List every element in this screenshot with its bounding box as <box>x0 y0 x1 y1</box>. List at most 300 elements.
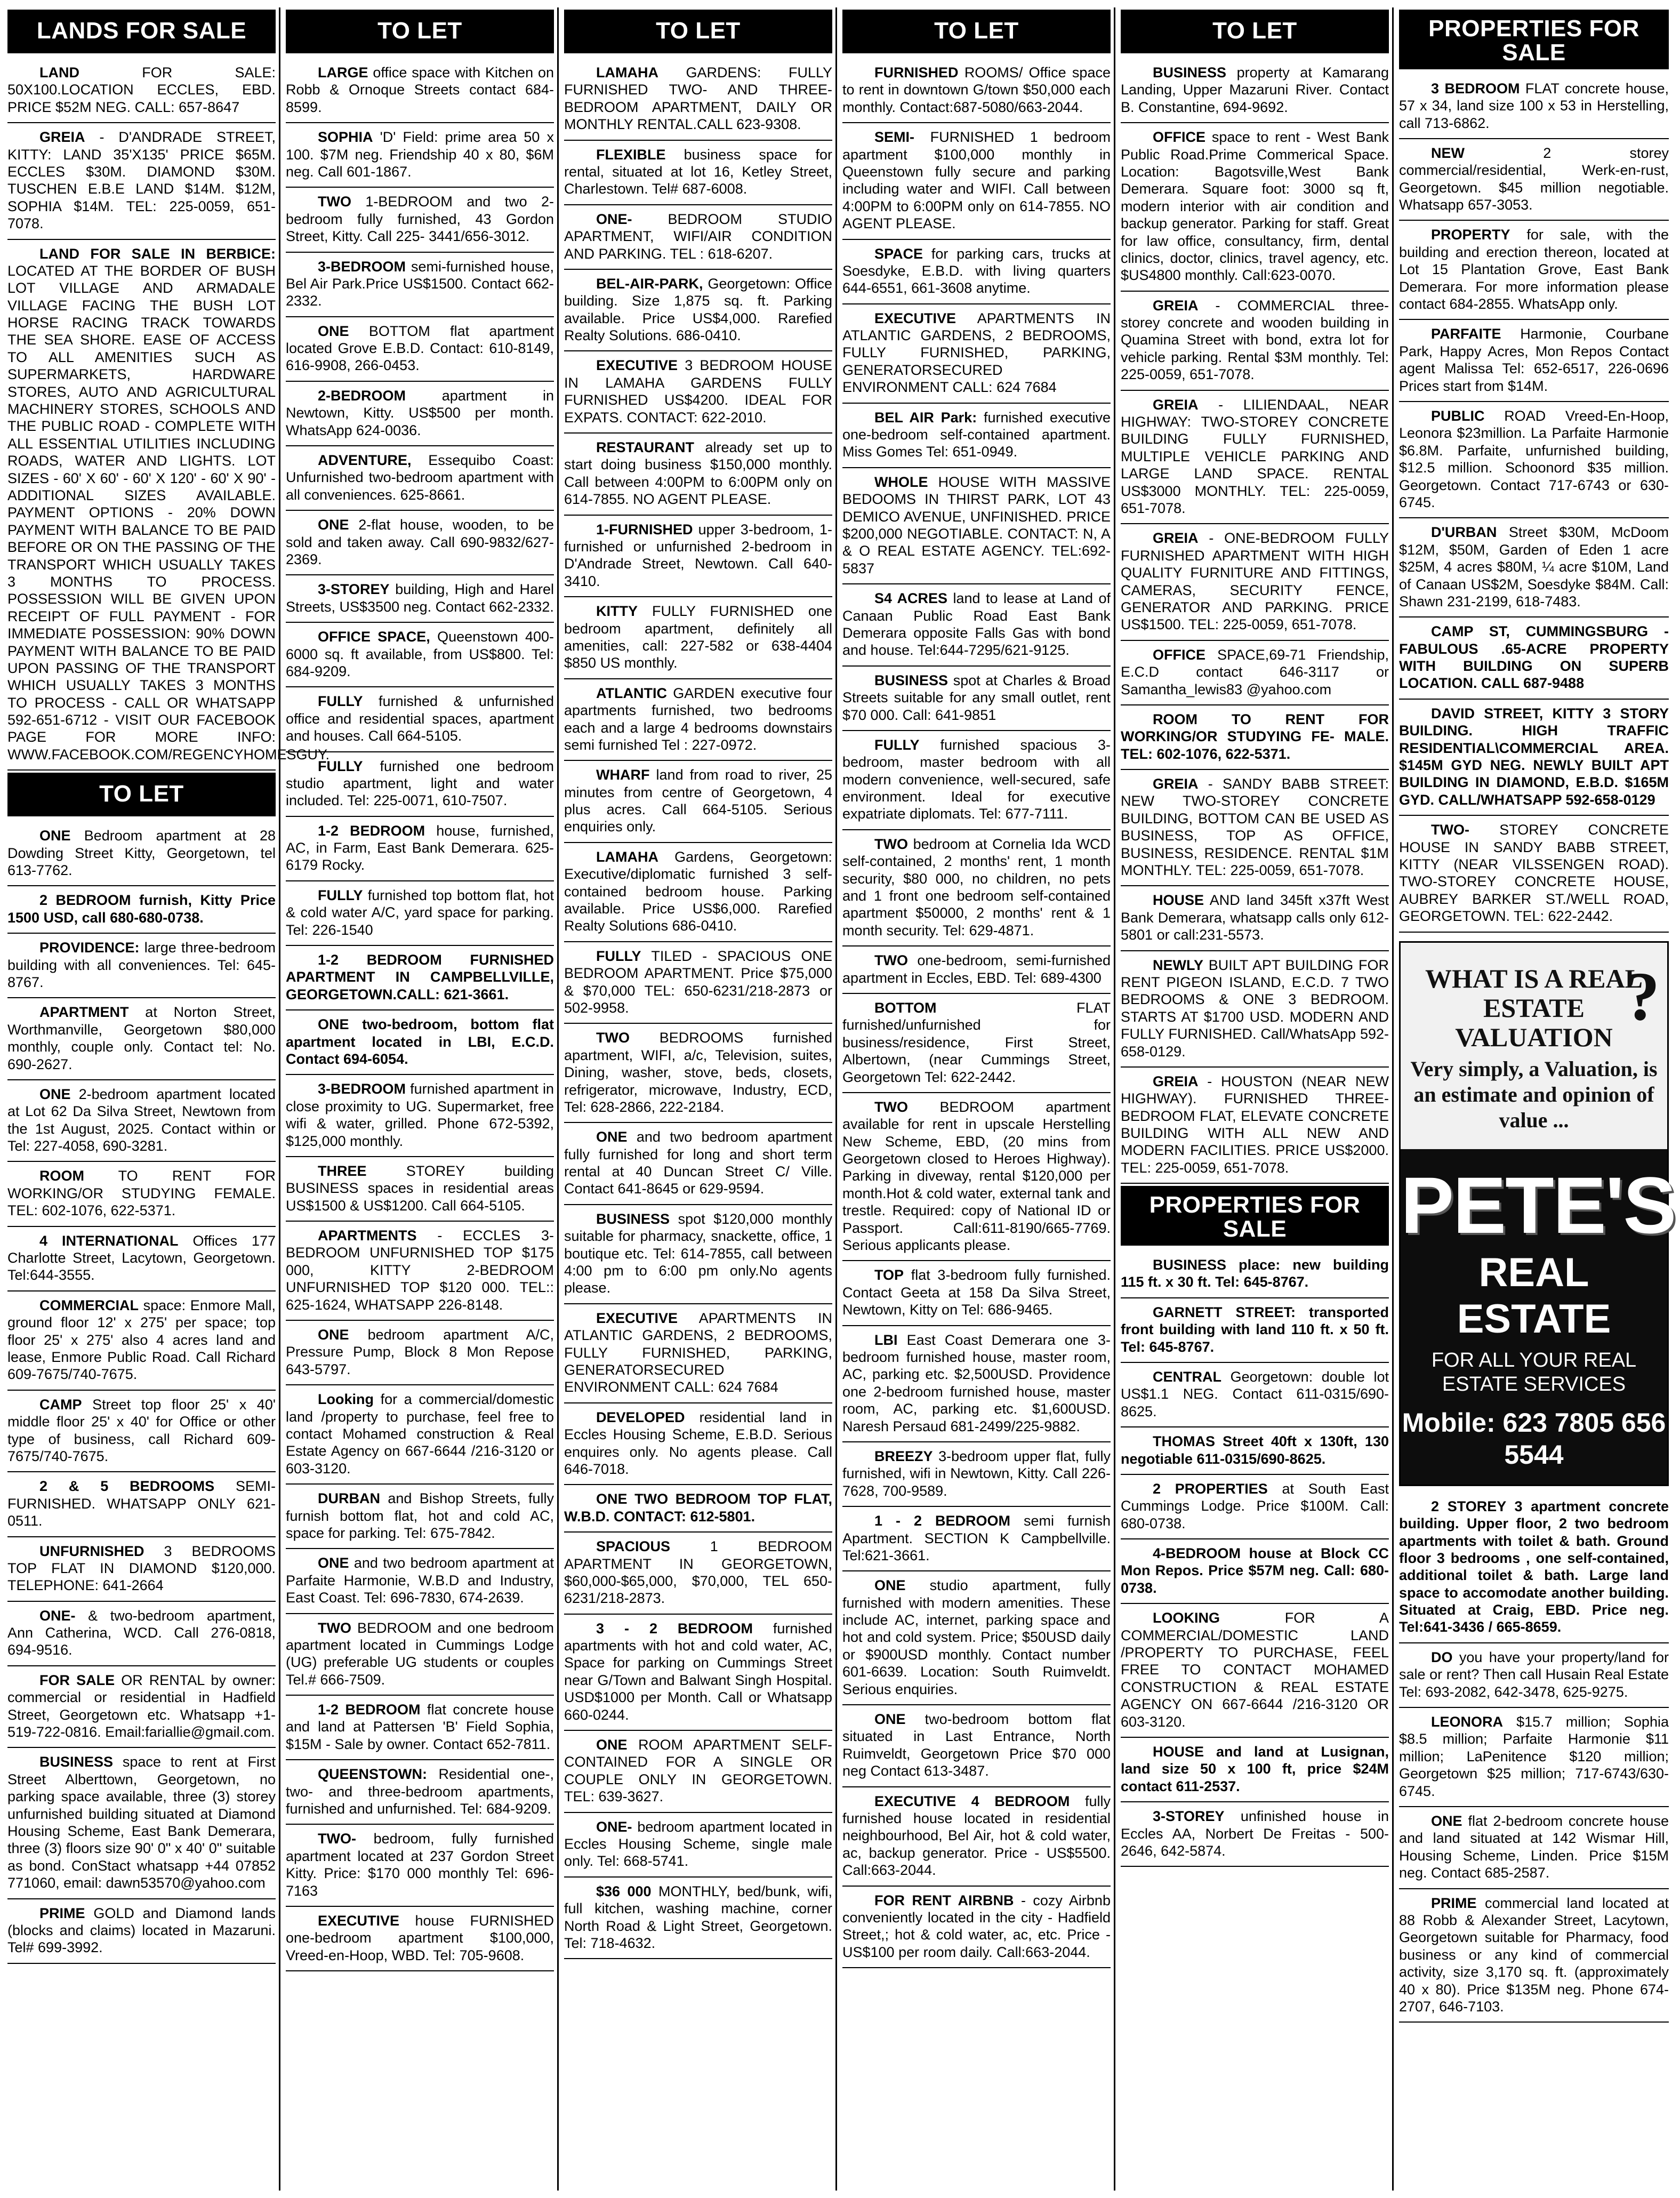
ad-lead: BEL-AIR-PARK, <box>596 275 703 292</box>
ad-lead: ROOM TO RENT FOR WORKING/OR STUDYING FE- <box>1121 711 1389 745</box>
classified-ad <box>1121 705 1389 770</box>
ad-lead: FULLY <box>596 948 641 964</box>
ad-lead: PRIME <box>39 1905 85 1921</box>
ad-lead: FLEXIBLE <box>596 146 666 163</box>
classified-ad <box>7 1391 276 1473</box>
section-header: TO LET <box>1121 10 1389 53</box>
ad-text: Georgetown: double lot US$1.1 NEG. Contact 611-0315/690-8625. <box>1121 1368 1389 1419</box>
ad-lead: ONE- <box>596 211 632 227</box>
classified-ad <box>564 1533 832 1615</box>
classified-ad <box>842 584 1111 667</box>
promo-question-panel <box>1401 943 1667 1149</box>
classified-ad <box>842 946 1111 994</box>
classified-ad <box>564 1813 832 1878</box>
classified-ad <box>286 1760 554 1825</box>
ad-text: furnished apartment in close proximity to UG. Supermarket, free wifi & water, grilled. Phone 672-5392, $125,000 monthly. <box>286 1081 554 1149</box>
classified-ad <box>564 205 832 270</box>
ad-text: OR RENTAL by owner: commercial or residential in Hadfield Street, Georgetown etc. Whatsapp +1-519-722-0816. Email:fariallie@gmail.com. <box>7 1672 276 1740</box>
ad-lead: LAND <box>39 65 79 81</box>
classified-ad <box>1121 524 1389 640</box>
ad-lead: LARGE <box>318 65 368 81</box>
ad-lead: BUSINESS <box>39 1754 114 1770</box>
ad-text: BOTTOM flat apartment located Grove E.B.D. Contact: 610-8149, 616-9908, 266-0453. <box>286 323 554 374</box>
classified-ad <box>7 1899 276 1964</box>
ad-lead: ONE <box>596 1129 628 1145</box>
ad-text: Street $30M, McDoom $12M, $50M, Garden of Eden 1 acre $25M, 4 acres $80M, ¼ acre $10M, Land of Canaan US$2M, Soesdyke $84M. Call: Shawn 231-2199, 618-7483. <box>1399 524 1669 609</box>
promo-tagline: FOR ALL YOUR REAL ESTATE SERVICES <box>1431 1349 1637 1396</box>
ad-text: located in LBI, E.C.D. Contact 694-6054. <box>286 1033 554 1067</box>
classified-ad <box>7 998 276 1080</box>
ad-text: furnished & unfurnished office and residential spaces, apartment and houses. Call 664-5105. <box>286 693 554 744</box>
classified-ad <box>564 761 832 843</box>
classified-ad <box>564 942 832 1024</box>
ad-lead: FULLY <box>318 887 363 903</box>
ad-text: building 115 ft. x 30 ft. Tel: 645-8767. <box>1121 1257 1389 1290</box>
ad-text: building, High and Harel Streets, US$3500 neg. Contact 662-2332. <box>286 581 554 615</box>
ad-lead: PARFAITE <box>1431 326 1501 342</box>
ad-lead: SOPHIA <box>318 129 373 146</box>
classified-ad <box>1121 391 1389 525</box>
ad-text: house, furnished, AC, in Farm, East Bank Demerara. 625-6179 Rocky. <box>286 822 554 873</box>
classified-ad <box>1121 886 1389 951</box>
ad-lead: S4 ACRES <box>874 590 947 607</box>
ad-text: SPACE,69-71 Friendship, E.C.D contact 646-3117 or Samantha_lewis83 @yahoo.com <box>1121 646 1389 697</box>
ad-lead: DEVELOPED <box>596 1409 685 1425</box>
classified-ad <box>1399 75 1669 139</box>
classified-ad <box>286 1614 554 1696</box>
classified-ad <box>842 1787 1111 1887</box>
classified-ad <box>286 1385 554 1485</box>
ad-lead: 1-2 BEDROOM <box>318 952 442 968</box>
classified-ad <box>1399 139 1669 221</box>
ad-lead: SPACE <box>874 245 923 262</box>
ad-lead: PROVIDENCE: <box>39 940 140 956</box>
section-header: TO LET <box>286 10 554 53</box>
ad-text: Block CC Mon Repos. Price $57M neg. Call: 680-0738. <box>1121 1545 1389 1596</box>
ad-text: upper 3-bedroom, 1-furnished or unfurnished 2-bedroom in D'Andrade Street, Newtown. Call 640-3410. <box>564 521 832 589</box>
classified-ad <box>842 667 1111 731</box>
ad-lead: TWO <box>318 1619 351 1636</box>
ad-text: $15.7 million; Sophia $8.5 million; Parfaite Harmonie $11 million; LaPenitence $120 million; Georgetown $25 million; 717-6743/630-6745. <box>1399 1714 1669 1799</box>
classified-ad <box>564 843 832 942</box>
ad-text: 2-bedroom apartment located at Lot 62 Da Silva Street, Newtown from the 1st August, 2025. Contact within or Tel: 227-4058, 690-3281. <box>7 1086 276 1154</box>
ad-lead: BUSINESS place: new <box>1153 1257 1321 1273</box>
classified-ad <box>286 511 554 575</box>
classified-ad <box>564 270 832 352</box>
ad-text: commercial land located at 88 Robb & Alexander Street, Lacytown, Georgetown suitable for Pharmacy, food business or any kind of commercial activity, size 3,170 sq. ft. (approximately 40 x 80). Price $135M neg. Phone 674-2707, 646-7103. <box>1399 1895 1669 2015</box>
ad-lead: COMMERCIAL <box>39 1297 139 1313</box>
ad-text: at South East Cummings Lodge. Price $100M. Call: 680-0738. <box>1121 1480 1389 1531</box>
question-mark-icon: ? <box>1625 958 1660 1035</box>
ad-text: Street top floor 25' x 40' middle floor 25' x 40' for Office or other type of business, call Richard 609-7675/740-7675. <box>7 1396 276 1464</box>
ad-lead: APARTMENTS <box>318 1228 417 1244</box>
classified-ad <box>564 59 832 141</box>
ad-text: Harmonie, Courbane Park, Happy Acres, Mon Repos Contact agent Malissa Tel: 652-6517, 226-0696 Prices start from $14M. <box>1399 326 1669 394</box>
ad-lead: ONE- <box>596 1818 632 1835</box>
ad-lead: FULLY <box>318 758 363 774</box>
ad-text: - COMMERCIAL three-storey concrete and wooden building in Quamina Street with bond, extra lot for vehicle parking. Rental $3M monthly. Tel: 225-0059, 651-7078. <box>1121 297 1389 383</box>
ad-lead: 2 STOREY 3 apartment <box>1431 1498 1601 1514</box>
ad-text: ROOMS/ Office space to rent in downtown G/town $50,000 each monthly. Contact:687-5080/663-2044. <box>842 65 1111 115</box>
ad-lead: TWO <box>596 1030 630 1046</box>
ad-text: FOR SALE: 50X100.LOCATION ECCLES, EBD. PRICE $52M NEG. CALL: 657-8647 <box>7 65 276 115</box>
ad-lead: RESTAURANT <box>596 439 694 456</box>
classified-ad <box>1121 1475 1389 1539</box>
ad-text: 1 BEDROOM APARTMENT IN GEORGETOWN, $60,000-$65,000, $70,000, TEL 650-6231/218-2873. <box>564 1538 832 1607</box>
classified-ad <box>1399 402 1669 518</box>
ad-lead: SEMI- <box>874 129 915 146</box>
ad-text: BUILT APT BUILDING FOR RENT PIGEON ISLAND, E.C.D. 7 TWO BEDROOMS & ONE 3 BEDROOM. STARTS AT $1700 USD. MODERN AND FULLY FURNISHED. Call/WhatsApp 592-658-0129. <box>1121 957 1389 1060</box>
classified-ad <box>7 1472 276 1537</box>
classified-ad <box>564 516 832 598</box>
ad-lead: GREIA <box>1153 297 1199 314</box>
classified-ad <box>842 1507 1111 1571</box>
ad-text: SEMI-FURNISHED. WHATSAPP ONLY 621-0511. <box>7 1478 276 1529</box>
ad-lead: GREIA <box>1153 396 1199 413</box>
ad-lead: BUSINESS <box>1153 65 1227 81</box>
ad-lead: ONE <box>318 1327 349 1343</box>
classified-ad <box>1121 1802 1389 1867</box>
ad-lead: SPACIOUS <box>596 1538 671 1555</box>
classified-ad <box>286 1696 554 1760</box>
classified-ad <box>1399 320 1669 402</box>
ad-lead: ONE- <box>39 1607 76 1624</box>
ad-lead: LAND FOR SALE IN BERBICE: <box>39 245 276 262</box>
ad-text: bedroom, fully furnished apartment located at 237 Gordon Street Kitty. Price: $170 000 monthly Tel: 696-7163 <box>286 1831 554 1899</box>
classified-ad <box>842 994 1111 1093</box>
ad-text: APARTMENTS IN ATLANTIC GARDENS, 2 BEDROOMS, FULLY FURNISHED, PARKING, GENERATORSECURED ENVIRONMENT CALL: 624 7684 <box>842 310 1111 396</box>
ad-lead: 2 BEDROOM furnish, <box>39 892 192 909</box>
classified-ad <box>286 1222 554 1321</box>
classified-ad <box>286 1010 554 1075</box>
ad-text: STOREY building BUSINESS spaces in residential areas US$1500 & US$1200. Call 664-5105. <box>286 1162 554 1214</box>
ad-lead: FOR RENT AIRBNB <box>874 1892 1014 1908</box>
ad-text: 2 storey commercial/residential, Werk-en-rust, Georgetown. $45 million negotiable. Whatsapp 657-3053. <box>1399 145 1669 213</box>
classified-ad <box>1121 292 1389 391</box>
column-5 <box>1121 7 1394 2191</box>
classified-ad <box>286 188 554 252</box>
classified-ad <box>286 881 554 946</box>
ad-lead: 3-STOREY <box>318 581 390 598</box>
ad-lead: FURNISHED <box>874 65 959 81</box>
classified-ad <box>7 886 276 934</box>
ad-text: 3-bedroom upper flat, fully furnished, wifi in Newtown, Kitty. Call 226-7628, 700-9589. <box>842 1448 1111 1499</box>
ad-lead: TWO <box>318 194 351 210</box>
ad-lead: QUEENSTOWN: <box>318 1766 428 1783</box>
ad-lead: UNFURNISHED <box>39 1543 144 1559</box>
classified-ad <box>564 141 832 205</box>
ad-lead: GARNETT STREET: <box>1153 1304 1296 1320</box>
ad-text: fully furnished house located in residential neighbourhood, Bel Air, hot & cold water, ac, backup generator. Price - US$5500. Call:663-2044. <box>842 1793 1111 1879</box>
ad-text: unfinished house in Eccles AA, Norbert De Freitas - 500-2646, 642-5874. <box>1121 1808 1389 1859</box>
ad-lead: LAMAHA <box>596 65 658 81</box>
ad-lead: ONE <box>874 1577 906 1594</box>
classified-ad <box>7 1080 276 1162</box>
ad-lead: WHARF <box>596 767 650 783</box>
classified-ad <box>842 304 1111 404</box>
ad-text: - D'ANDRADE STREET, KITTY: LAND 35'X135' PRICE $65M. ECCLES $30M. DIAMOND $30M. TUSCHEN E.B.E LAND $14M. $12M, SOPHIA $14M. TEL: 225-0059, 651-7078. <box>7 129 276 232</box>
ad-lead: D'URBAN <box>1431 524 1497 541</box>
classified-ad <box>1121 1363 1389 1427</box>
ad-text: TILED - SPACIOUS ONE BEDROOM APARTMENT. Price $75,000 & $70,000 TEL: 650-6231/218-2873 or 502-9958. <box>564 948 832 1016</box>
ad-lead: GREIA <box>1153 776 1199 792</box>
classified-ad <box>286 1907 554 1971</box>
classified-ad <box>842 123 1111 239</box>
ad-lead: DO <box>1431 1649 1453 1665</box>
ad-text: you have your property/land for sale or rent? Then call Husain Real Estate Tel: 693-2082, 642-3478, 625-9275. <box>1399 1649 1669 1700</box>
ad-lead: 3 BEDROOM <box>1431 80 1520 97</box>
classified-ad <box>842 1705 1111 1787</box>
classified-ad <box>7 822 276 886</box>
ad-text: for sale, with the building and erection thereon, located at Lot 15 Plantation Grove, East Bank Demerara. For more information please contact 684-2855. WhatsApp only. <box>1399 227 1669 312</box>
ad-lead: EXECUTIVE <box>596 357 678 374</box>
classified-ad <box>842 59 1111 123</box>
ad-lead: ONE two-bedroom, bottom flat apartment <box>286 1016 554 1050</box>
ad-text: semi-furnished house, Bel Air Park.Price US$1500. Contact 662-2332. <box>286 258 554 309</box>
classified-ad <box>842 404 1111 468</box>
ad-text: Gardens, Georgetown: Executive/diplomatic furnished 3 self-contained bedroom house. Parking available. Price US$6,000. Rarefied Realty Solutions 686-0410. <box>564 848 832 934</box>
classified-ad <box>1121 1427 1389 1475</box>
ad-text: STOREY CONCRETE HOUSE IN SANDY BABB STREET, KITTY (NEAR VILSSENGEN ROAD). TWO-STOREY CONCRETE HOUSE, AUBREY BARKER ST./WELL ROAD, GEORGETOWN. TEL: 622-2442. <box>1399 822 1669 925</box>
ad-lead: TWO- <box>1431 822 1469 838</box>
ad-text: East Coast Demerara one 3-bedroom furnished house, master room, AC, parking etc. $2,500USD. Providence one 2-bedroom furnished house, master room, AC, parking etc. $1,600USD. Naresh Persaud 681-2499/225-9882. <box>842 1331 1111 1434</box>
ad-text: - LILIENDAAL, NEAR HIGHWAY: TWO-STOREY CONCRETE BUILDING FULLY FURNISHED, MULTIPLE VEHICLE PARKING AND LARGE LAND SPACE. RENTAL US$3000 MONTHLY. TEL: 225-0059, 651-7078. <box>1121 396 1389 516</box>
classified-ad <box>1399 1807 1669 1889</box>
ad-lead: PROPERTY <box>1431 227 1510 243</box>
ad-lead: OFFICE SPACE, <box>318 629 430 645</box>
ad-lead: 3 - 2 BEDROOM <box>596 1620 753 1637</box>
classified-ad <box>1399 617 1669 700</box>
classified-ad <box>1121 641 1389 705</box>
ad-lead: 1 - 2 BEDROOM <box>874 1513 1010 1529</box>
ad-lead: ONE <box>318 1555 349 1571</box>
classified-ad <box>564 351 832 434</box>
column-6 <box>1399 7 1676 2191</box>
column-3 <box>564 7 837 2191</box>
ad-text: space: Enmore Mall, ground floor 12' x 275' per space; top floor 25' x 275' also 4 acres land and lease, Enmore Public Road. Call Richard 609-7675/740-7675. <box>7 1297 276 1383</box>
petes-logo: PETE'S <box>1401 1160 1676 1250</box>
classified-ad <box>1399 1493 1669 1643</box>
ad-lead: LAMAHA <box>596 848 658 865</box>
ad-lead: ATLANTIC <box>596 685 667 701</box>
ad-text: furnished spacious 3-bedroom, master bedroom with all modern convenience, well-secured, safe environment. Ideal for executive expatriate diplomats. Tel: 677-7111. <box>842 736 1111 822</box>
ad-lead: PUBLIC <box>1431 408 1485 424</box>
ad-lead: CAMP <box>39 1396 82 1413</box>
section-header: TO LET <box>564 10 832 53</box>
section-header: TO LET <box>7 773 276 816</box>
classified-ad <box>286 752 554 817</box>
ad-text: land to lease at Land of Canaan Public Road East Bank Demerara opposite Falls Gas with bond and house. Tel:644-7295/621-9125. <box>842 590 1111 659</box>
ad-lead: THOMAS Street 40ft x <box>1153 1433 1313 1450</box>
ad-text: and two bedroom apartment at Parfaite Harmonie, W.B.D and Industry, East Coast. Tel: 696-7830, 674-2639. <box>286 1555 554 1606</box>
classified-ad <box>286 1825 554 1907</box>
ad-lead: ONE <box>39 1086 71 1102</box>
ad-text: bedroom apartment A/C, Pressure Pump, Block 8 Mon Repose 643-5797. <box>286 1327 554 1377</box>
classified-ad <box>842 468 1111 584</box>
ad-text: 3 BEDROOMS TOP FLAT IN DIAMOND $120,000. TELEPHONE: 641-2664 <box>7 1543 276 1594</box>
ad-text: - ECCLES 3-BEDROOM UNFURNISHED TOP $175 000, KITTY 2-BEDROOM UNFURNISHED TOP $120 000. TEL:: 625-1624, WHATSAPP 226-8148. <box>286 1228 554 1313</box>
classified-ad <box>1399 1889 1669 2023</box>
promo-answer: Very simply, a Valuation, is an estimate and opinion of value ... <box>1410 1056 1658 1132</box>
ad-lead: TWO <box>874 836 908 852</box>
classified-ad <box>564 1403 832 1486</box>
classified-ad <box>564 1615 832 1731</box>
ad-text: LOCATED AT THE BORDER OF BUSH LOT VILLAGE AND ARMADALE VILLAGE FACING THE BUSH LOT HORSE RACING TRACK TOWARDS THE SEA SHORE. EASE OF ACCESS TO ALL AMENITIES SUCH AS SUPERMARKETS, HARDWARE STORES, AUTO AND AGRICULTURAL MACHINERY STORES, SCHOOLS AND THE PUBLIC ROAD - COMPLETE WITH ALL ESSENTIAL UTILITIES INCLUDING ROADS, WATER AND LIGHTS. LOT SIZES - 60' X 60' - 60' X 120' - 60' X 90' - ADDITIONAL SIZES AVAILABLE. PAYMENT OPTIONS - 20% DOWN PAYMENT WITH BALANCE TO BE PAID BEFORE OR ON THE PASSING OF THE TRANSPORT WHICH USUALLY TAKES 3 MONTHS TO PROCESS. POSSESSION WILL BE GIVEN UPON RECEIPT OF FULL PAYMENT - FOR IMMEDIATE POSSESSION: 90% DOWN PAYMENT WITH BALANCE TO BE PAID UPON PASSING OF THE TRANSPORT WHICH USUALLY TAKES 3 MONTHS TO PROCESS - CALL OR WHATSAPP 592-651-6712 - VISIT OUR FACEBOOK PAGE FOR MORE INFO: WWW.FACEBOOK.COM/REGENCYHOMESGUY. <box>7 262 330 763</box>
classified-ad <box>842 731 1111 830</box>
ad-text: 'D' Field: prime area 50 x 100. $7M neg. Friendship 40 x 80, $6M neg. Call 601-1867. <box>286 129 554 180</box>
classified-ad <box>286 123 554 188</box>
classified-ad <box>564 1205 832 1304</box>
ad-text: space to rent - West Bank Public Road.Prime Commerical Space. Location: Bagotsville,West Bank Demerara. Square foot: 3000 sq ft, modern interior with air condition and backup generator. Parking for staff. Great for law office, consultancy, firm, dental clinics, doctor, clinics, travel agency, etc. $US4800 monthly. Call:623-0070. <box>1121 129 1389 284</box>
ad-text: flat 2-bedroom concrete house and land situated at 142 Wismar Hill, Housing Scheme, Linden. Price $15M neg. Contact 685-2587. <box>1399 1812 1669 1881</box>
ad-text: transported front building with land 110 ft. x 50 ft. Tel: 645-8767. <box>1121 1304 1389 1355</box>
ad-text: - SANDY BABB STREET: NEW TWO-STOREY CONCRETE BUILDING, BOTTOM CAN BE USED AS BUSINESS, TOP AS OFFICE, BUSINESS, RESIDENCE. RENTAL $1M MONTHLY. TEL: 225-0059, 651-7078. <box>1121 776 1389 879</box>
ad-lead: 3-BEDROOM <box>318 258 406 275</box>
ad-text: house FURNISHED one-bedroom apartment $100,000, Vreed-en-Hoop, WBD. Tel: 705-9608. <box>286 1912 554 1963</box>
ad-lead: GREIA <box>1153 530 1199 547</box>
classified-ad <box>286 382 554 446</box>
ad-text: FULLY FURNISHED one bedroom apartment, definitely all amenities, call: 227-582 or 638-4404 $850 US monthly. <box>564 603 832 671</box>
ad-text: 3 BEDROOM HOUSE IN LAMAHA GARDENS FULLY FURNISHED US$4200. IDEAL FOR EXPATS. CONTACT: 622-2010. <box>564 357 832 426</box>
classified-ad <box>1121 1068 1389 1184</box>
ad-lead: DAVID STREET, KITTY 3 <box>1431 705 1611 721</box>
section-header: PROPERTIES FOR SALE <box>1121 1186 1389 1246</box>
ad-text: Essequibo Coast: Unfurnished two-bedroom apartment with all conveniences. 625-8661. <box>286 452 554 503</box>
ad-text: residential land in Eccles Housing Scheme, E.B.D. Serious enquires only. No agents please. Call 646-7018. <box>564 1409 832 1477</box>
ad-text: HOUSE WITH MASSIVE BEDOOMS IN THIRST PARK, LOT 43 DEMICO AVENUE, UNFINISHED. PRICE $200,000 NEGOTIABLE. CONTACT: N, A & O REAL ESTATE AGENCY. TEL:692-5837 <box>842 474 1111 576</box>
classified-ad <box>7 1666 276 1748</box>
ad-lead: ADVENTURE, <box>318 452 412 469</box>
ad-text: Residential one-, two- and three-bedroom apartments, furnished and unfurnished. Tel: 684-9209. <box>286 1766 554 1817</box>
classified-ad <box>842 1887 1111 1969</box>
ad-lead: 3-BEDROOM <box>318 1081 406 1097</box>
ad-lead: 1-FURNISHED <box>596 521 693 538</box>
ad-lead: BEL AIR Park: <box>874 409 977 426</box>
ad-text: BEDROOM STUDIO APARTMENT, WIFI/AIR CONDITION AND PARKING. TEL : 618-6207. <box>564 211 832 262</box>
ad-lead: BOTTOM <box>874 999 937 1016</box>
classified-ad <box>286 59 554 123</box>
ad-text: FLAT furnished/unfurnished for business/residence, First Street, Albertown, (near Cummings Street, Georgetown Tel: 622-2442. <box>842 999 1111 1085</box>
ad-lead: HOUSE and land at <box>1153 1744 1309 1760</box>
ad-text: 2-flat house, wooden, to be sold and taken away. Call 690-9832/627-2369. <box>286 517 554 567</box>
classified-ad <box>286 817 554 881</box>
ad-text: 130ft, 130 negotiable 611-0315/690-8625. <box>1121 1433 1389 1467</box>
column-2 <box>286 7 559 2191</box>
ad-lead: 2-BEDROOM <box>318 387 406 404</box>
ad-lead: WHOLE <box>874 474 928 490</box>
ad-text: STORY BUILDING. HIGH TRAFFIC RESIDENTIAL\COMMERCIAL AREA. $145M GYD NEG. NEWLY BUILT APT BUILDING IN DIAMOND, E.B.D. $165M GYD. CALL/WHATSAPP 592-658-0129 <box>1399 705 1669 808</box>
ad-text: bedroom apartment located in Eccles Housing Scheme, single male only. Tel: 668-5741. <box>564 1818 832 1870</box>
ad-lead: ONE <box>318 323 349 339</box>
ad-lead: HOUSE <box>1153 892 1204 909</box>
ad-lead: ONE <box>318 517 349 533</box>
ad-text: apartment in Newtown, Kitty. US$500 per month. WhatsApp 624-0036. <box>286 387 554 438</box>
ad-text: at Norton Street, Worthmanville, Georgetown $80,000 monthly, couple only. Contact tel: No. 690-2627. <box>7 1004 276 1072</box>
ad-text: Lusignan, land size 50 x 100 ft, price $24M contact 611-2537. <box>1121 1744 1389 1794</box>
ad-text: space to rent at First Street Alberttown, Georgetown, no parking space available, three (3) storey unfurnished building situated at Diamond Housing Scheme, East Bank Demerara, three (3) floors size 90' 0" x 40' 0" suitable as bond. ConStact whatsapp +44 07852 771060, email: dawn53570@yahoo.com <box>7 1754 276 1891</box>
ad-text: for parking cars, trucks at Soesdyke, E.B.D. with living quarters 644-6551, 661-3608 anytime. <box>842 245 1111 296</box>
classified-ad <box>7 1537 276 1602</box>
ad-lead: ONE <box>1431 1812 1462 1829</box>
classified-ad <box>1399 1643 1669 1708</box>
ad-lead: 3-STOREY <box>1153 1808 1225 1825</box>
classified-ad <box>286 687 554 752</box>
ad-text: ROAD Vreed-En-Hoop, Leonora $23million. La Parfaite Harmonie $6.8M. Parfaite, unfurnished building, $12.5 million. Schoonord $35 million. Georgetown. Contact 717-6743 or 630-6745. <box>1399 408 1669 510</box>
classified-ad <box>842 1261 1111 1326</box>
ad-lead: 2 & 5 BEDROOMS <box>39 1478 215 1495</box>
ad-text: flat 3-bedroom fully furnished. Contact Geeta at 158 Da Silva Street, Newtown, Kitty on Tel: 686-9465. <box>842 1267 1111 1318</box>
promo-question: WHAT IS A REAL ESTATE VALUATION <box>1425 963 1643 1052</box>
ad-text: furnished apartments with hot and cold water, AC, Space for parking on Cummings Street near G/Town and Balwant Singh Hospital. USD$1000 per Month. Call or Whatsapp 660-0244. <box>564 1620 832 1723</box>
ad-text: - cozy Airbnb conveniently located in the city - Hadfield Street,; hot & cold water, ac, etc. Price - US$100 per room daily. Call:663-2044. <box>842 1892 1111 1960</box>
ad-lead: KITTY <box>596 603 638 620</box>
ad-lead: 4-BEDROOM house at <box>1153 1545 1313 1562</box>
ad-lead: EXECUTIVE 4 BEDROOM <box>874 1793 1070 1809</box>
ad-text: spot at Charles & Broad Streets suitable for any small outlet, rent $70 000. Call: 641-9851 <box>842 672 1111 723</box>
classified-ad <box>564 1731 832 1813</box>
promo-brand: REAL ESTATE <box>1457 1249 1611 1342</box>
classified-ad <box>7 1748 276 1899</box>
promo-mobile: Mobile: 623 7805 656 5544 <box>1402 1407 1666 1470</box>
classified-ad <box>564 679 832 761</box>
ad-text: furnished one bedroom studio apartment, light and water included. Tel: 225-0071, 610-7507. <box>286 758 554 809</box>
classified-ad <box>1399 221 1669 320</box>
ad-lead: FULLY <box>874 736 920 753</box>
ad-text: FLAT, W.B.D. CONTACT: 612-5801. <box>564 1491 832 1525</box>
classified-ad <box>286 253 554 317</box>
classified-ad <box>564 1304 832 1403</box>
ad-text: GARDEN executive four apartments furnished, two bedrooms each and a large 4 bedrooms downstairs semi furnished Tel : 227-0972. <box>564 685 832 753</box>
ad-text: already set up to start doing business $150,000 monthly. Call between 4:00PM to 6:00PM only on 614-7855. NO AGENT PLEASE. <box>564 439 832 508</box>
classified-ad <box>1121 1604 1389 1738</box>
ad-text: Bedroom apartment at 28 Dowding Street Kitty, Georgetown, tel 613-7762. <box>7 828 276 879</box>
ad-text: and two bedroom apartment fully furnished for long and short term rental at 40 Duncan Street C/ Ville. Contact 641-8645 or 629-9594. <box>564 1129 832 1197</box>
ad-lead: ONE <box>39 828 71 844</box>
classified-ad <box>286 446 554 511</box>
ad-text: BEDROOM apartment available for rent in upscale Herstelling New Scheme, EBD, (20 mins from Georgetown closed to Heroes Highway). Parking in diveway, rental $120,000 per month.Hot & cold water, external tank and trestle. Required: copy of National ID or Passport. Call:611-8190/665-7769. Serious applicants please. <box>842 1098 1111 1254</box>
column-4 <box>842 7 1115 2191</box>
classified-ad <box>286 1321 554 1385</box>
ad-text: land from road to river, 25 minutes from centre of Georgetown, 4 plus acres. Call 664-5105. Serious enquiries only. <box>564 767 832 835</box>
ad-text: furnished top bottom flat, hot & cold water A/C, yard space for parking. Tel: 226-1540 <box>286 887 554 938</box>
ad-lead: BUSINESS <box>874 672 948 688</box>
classified-ad <box>564 434 832 516</box>
classified-ad <box>286 575 554 623</box>
classified-ad <box>1399 700 1669 816</box>
ad-lead: FOR SALE <box>39 1672 115 1688</box>
classified-ad <box>7 59 276 123</box>
ad-text: FLAT concrete house, 57 x 34, land size 100 x 53 in Herstelling, call 713-6862. <box>1399 80 1669 131</box>
ad-lead: $36 000 <box>596 1883 652 1899</box>
ad-text: - ONE-BEDROOM FULLY FURNISHED APARTMENT WITH HIGH QUALITY FURNITURE AND FITTINGS, CAMERAS, SECURITY FENCE, GENERATOR AND PARKING. PRICE US$1500. TEL: 225-0059, 651-7078. <box>1121 530 1389 633</box>
classified-ad <box>1121 1539 1389 1604</box>
ad-text: spot $120,000 monthly suitable for pharmacy, snackette, office, 1 boutique etc. Tel: 614-7855, call between 4:00 pm to 6:00 pm only.No agents please. <box>564 1210 832 1296</box>
ad-text: semi furnish Apartment. SECTION K Campbellville. Tel:621-3661. <box>842 1513 1111 1563</box>
ad-lead: ONE <box>596 1737 628 1753</box>
ad-text: two-bedroom bottom flat situated in Last Entrance, North Ruimveldt, Georgetown Price $70 000 neg Contact 613-3487. <box>842 1711 1111 1779</box>
ad-text: studio apartment, fully furnished with modern amenities. These include AC, internet, parking space and hot and cold system. Price; $50USD daily or $900USD monthly. Contact number 601-6639. Location: South Ruimveldt. Serious enquiries. <box>842 1577 1111 1697</box>
classified-ad <box>7 123 276 239</box>
classified-ad <box>7 1602 276 1666</box>
ad-lead: 4 INTERNATIONAL <box>39 1232 179 1249</box>
classified-ad <box>7 1291 276 1391</box>
ad-text: large three-bedroom building with all conveniences. Tel: 645-8767. <box>7 940 276 990</box>
ad-text: concrete building. Upper floor, 2 two bedroom apartments with toilet & bath. Ground floor 3 bedrooms , one self-contained, additional toilet & bath. Large land space to accomodate another building. Situated at Craig, EBD. Price neg. Tel:641-3436 / 665-8659. <box>1399 1498 1669 1635</box>
classified-ad <box>286 1549 554 1614</box>
section-header: LANDS FOR SALE <box>7 10 276 53</box>
ad-text: FURNISHED 1 bedroom apartment $100,000 monthly in Queenstown fully secure and parking including water and WIFI. Call between 4:00PM to 6:00PM only on 614-7855. NO AGENT PLEASE. <box>842 129 1111 232</box>
classified-ad <box>564 597 832 679</box>
